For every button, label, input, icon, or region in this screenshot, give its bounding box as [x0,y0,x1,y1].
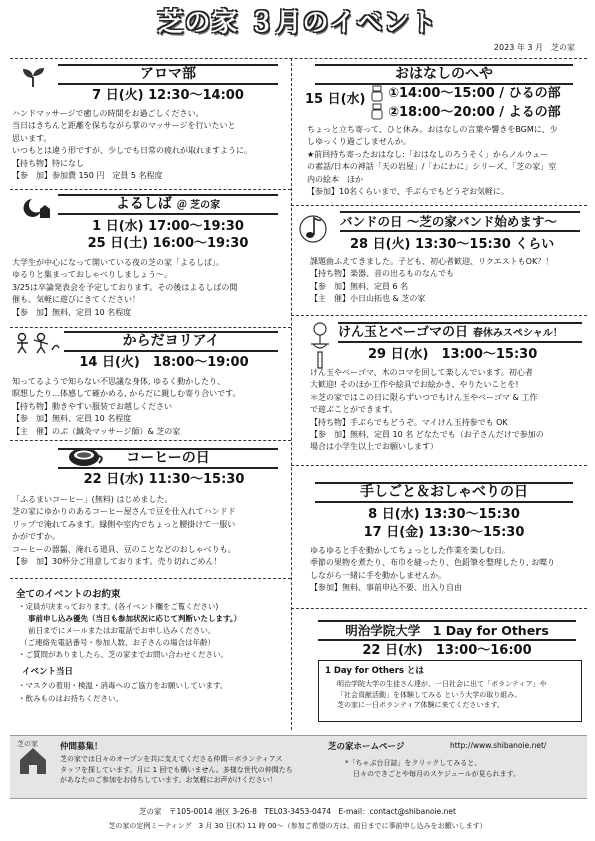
yoru-time-2: 25 日(土) 16:00～19:30 [87,236,249,251]
shigoto-body: ゆるゆると手を動かしてちょっとした作業を楽しむ日。 季節の果物を煮たり、布巾を縫ったり、色鉛筆を整理したり, お喋り しながら一緒に手を動かしませんか。 【参加】無料、事前申込不要、出入り自由 [310,546,556,593]
ohanashi-body: ちょっと立ち寄って、ひと休み。おはなしの言葉や響きをBGMに、少 しゆっくり過ごしませんか。 ★前回持ち寄ったおはなし:「おはなしのろうそく」からノルウェー の素話/日本の神話「天の岩屋」/「わにわに」シリーズ、「芝の家」室 内の絵本 ほか 【参加】10名くらいまで、手ぶらでもどうぞお気軽に。 [307,125,558,197]
section-divider [291,465,587,466]
meeting-line: 芝の家の定例ミーティング 3 月 30 日(木) 11 時 00～（参加ご希望の方は、前日までに事前申し込みをお願いします） [108,822,487,830]
recruit-heading: 仲間募集！ [60,742,103,752]
yoru-body: 大学生が中心になって開いている夜の芝の家「よるしば」。 ゆるりと集まっておしゃべりしましょう～。 3/25は卒論発表会を予定しております。その後はよるしばの開 催も。気軽に遊びにきてください！ 【参 加】無料、定員 10 名程度 [12,258,238,317]
yoru-title: よるしば [115,196,172,212]
kendama-header [338,322,582,343]
ohanashi-slot-1: ①14:00～15:00 / ひるの部 [388,86,561,101]
ohanashi-date: 15 日(水) [305,92,366,107]
section-divider [10,58,587,59]
section-divider [10,327,291,328]
yoru-header [58,194,278,215]
yoru-time-1: 1 日(水) 17:00～19:30 [92,219,244,234]
moon-house-icon [20,196,50,224]
footer-panel [10,735,587,799]
coffee-body: 「ふるまいコーヒー」(無料) はじめました。 芝の家にゆかりのあるコーヒー屋さんで豆を仕入れてハンドド リップで淹れてみます。縁側や室内でちょっと腰掛けて一服い かがですか。 コーヒーの器齧、淹れる道具、豆のことなどのおしゃべりも。 【参 加】30杯分ご用意しております。売り切れごめん！ [12,495,236,567]
section-divider [291,205,587,206]
page-title: 芝の家 ３月のイベント [157,8,438,38]
karada-header: からだヨリアイ [64,331,278,352]
band-time: 28 日(火) 13:30～15:30 くらい [350,237,555,252]
issue-date: 2023 年 3 月 芝の家 [493,43,575,52]
event-day-body: ・マスクの着用・検温・消毒へのご協力をお願いしています。 ・飲みものはお持ちください。 [18,681,228,703]
logo-text: 芝の家 [17,740,38,748]
shigoto-time-1: 8 日(水) 13:30～15:30 [368,507,520,522]
yoru-location: ＠ 芝の家 [176,200,221,211]
karada-time: 14 日(火) 18:00～19:00 [79,355,249,370]
section-divider [10,189,291,190]
aroma-body: ハンドマッサージで癒しの時間をお過ごしください。 当日はきちんと距離を保ちながら掌のマッサージを行いたいと 思います。 いつもとは違う形ですが、少しでも日常の疲れが取れますように。 【持ち物】特になし 【参 加】参加費 150 円 定員 5 名程度 [12,109,252,181]
homepage-heading: 芝の家ホームページ [328,742,405,752]
karada-body: 知ってるようで知らない不思議な身体, ゆるく動かしたり、 瞑想したり…体感して確かめる, からだに親しむ寄り合いです。 【持ち物】動きやすい服装でお越しください 【参 加】無料、定員 10 名程度 【主 催】のぶ（鍼灸マッサージ師）& 芝の家 [12,377,241,436]
coffee-time: 22 日(水) 11:30～15:30 [83,472,245,487]
aroma-header: アロマ部 [58,64,278,85]
column-divider [291,58,292,730]
meiji-time: 22 日(水) 13:00～16:00 [362,643,532,658]
meiji-box-body: 明治学院大学の生徒さん達が、一日社会に出て「ボランティア」や 「社会貢献活動」を体験してみる という大学の取り組み。 芝の家に一日ボランティア体験に来てくださいます。 [337,680,547,709]
ohanashi-slot-2: ②18:00～20:00 / よるの部 [388,105,561,120]
homepage-body: *「ちゃぶ台日誌」をクリックしてみると、 日々のできごとや毎月のスケジュールが見られます。 [345,759,521,778]
shigoto-time-2: 17 日(金) 13:30～15:30 [363,525,525,540]
meiji-info-box [318,660,582,722]
section-divider [291,315,587,316]
promise-heading: 全てのイベントのお約束 [16,589,121,600]
kendama-title: けん玉とベーゴマの日 [338,325,469,340]
promise-body: ・定員が決まっております。(各イベント欄をご覧ください) 事前申し込み優先（当日も参加状況に応じて判断いたします。） 前日までにメールまたはお電話でお申し込みください。 （ご連絡先電話番号・参加人数、お子さんの場合は年齢） ・ご質問がありましたら、芝の家までお問い合わせください。 [18,602,242,659]
sprout-icon [20,66,46,92]
kendama-time: 29 日(水) 13:00～15:30 [368,347,538,362]
band-header: バンドの日 ～芝の家バンド始めます～ [340,211,580,232]
ohanashi-header: おはなしのへや [315,64,573,85]
kendama-body: けん玉やベーゴマ、木のコマを回して楽しんでいます。初心者 大歓迎! そのほか工作や絵具でお絵かき、やりたいことを! ＊芝の家ではこの日に限らずいつでもけん玉やベーゴマ & 工作 で遊ぶことができます。 【持ち物】手ぶらでもどうぞ。マイけん玉持参でも OK 【参 加】無料、定員 10 名 どなたでも（お子さんだけで参加の 場合は小学生以上でお願いします） [310,368,544,452]
section-divider [10,578,291,579]
shigoto-header: 手しごと＆おしゃべりの日 [315,482,573,503]
section-divider [291,608,587,609]
shibanoie-logo [14,738,52,778]
kendama-subtitle: 春休みスペシャル！ [472,328,563,339]
music-note-icon [298,212,332,248]
section-divider [10,440,291,441]
recruit-body: 芝の家では日々のオープンを共に支えてくださる仲間＝ボランティアス タッフを探しています。月に 1 回でも構いません。多様な世代の仲間たち があなたのご参加をお待ちしています。お気軽にお声がけください！ [60,755,293,784]
coffee-header: コーヒーの日 [58,448,278,469]
address-line: 芝の家 〒105-0014 港区 3-26-8 TEL03-3453-0474 E-mail：contact@shibanoie.net [139,807,456,816]
aroma-time: 7 日(火) 12:30～14:00 [92,88,244,103]
meiji-box-heading: 1 Day for Others とは [325,666,424,676]
lantern-icon [370,84,384,124]
event-day-heading: イベント当日 [22,667,74,677]
homepage-link[interactable]: http://www.shibanoie.net/ [450,741,547,750]
meiji-header: 明治学院大学 1 Day for Others [318,620,576,641]
band-body: 課題曲ふえてきました。子ども、初心者歓迎、リクエストもOK？！ 【持ち物】楽器、音の出るものなんでも 【参 加】無料、定員 6 名 【主 催】小日山拓也 & 芝の家 [310,257,554,304]
